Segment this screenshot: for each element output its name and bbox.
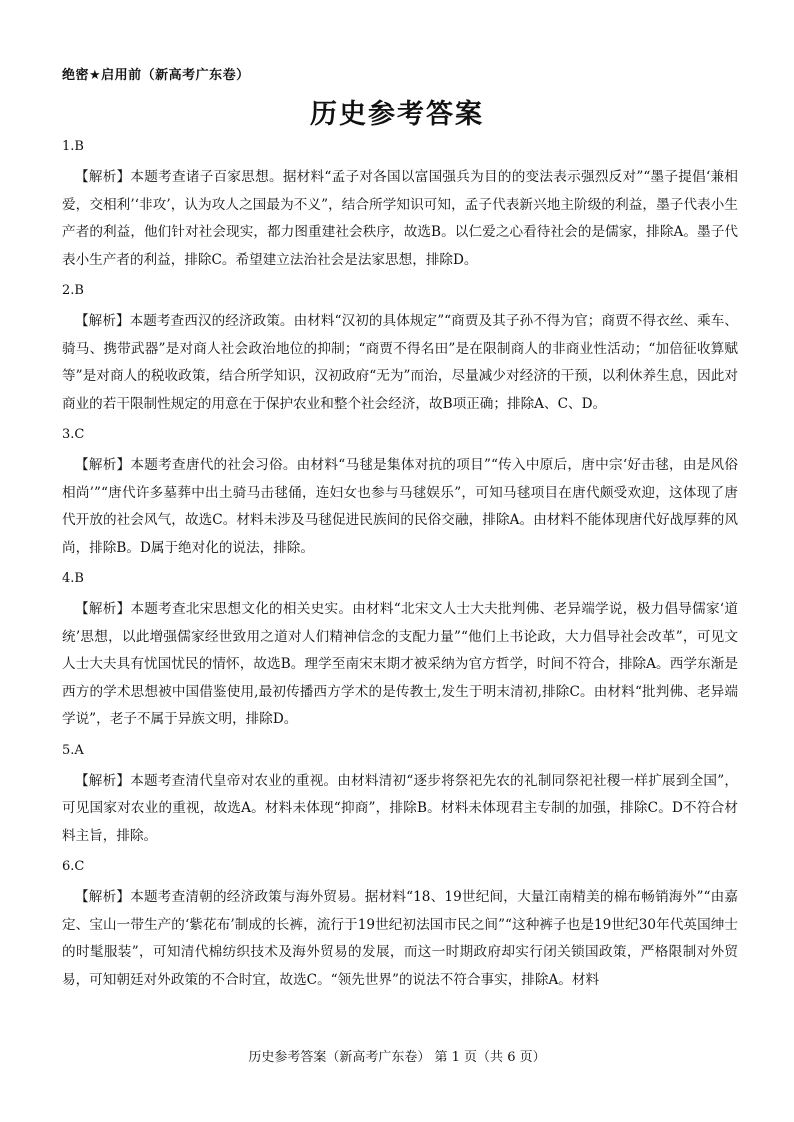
confidential-label: 绝密★启用前（新高考广东卷） [62,68,250,83]
answer-explanation: 【解析】本题考查北宋思想文化的相关史实。由材料“北宋文人士大夫批判佛、老异端学说，极力倡导儒家‘道统’思想，以此增强儒家经世致用之道对人们精神信念的支配力量”“他们上书论政，大力倡导社会改革”，可见文人士大夫具有忧国忧民的情怀，故选B。理学至南宋末期才被采纳为官方哲学，时间不符合，排除A。西学东渐是西方的学术思想被中国借鉴使用,最初传播西方学术的是传教士,发生于明末清初,排除C。由材料“批判佛、老异端学说”，老子不属于异族文明，排除D。 [62,601,738,727]
answer-number: 1.B [62,139,84,154]
answer-item-2 [62,282,738,418]
answer-number: 4.B [62,571,84,586]
answer-number: 2.B [62,283,84,298]
answer-explanation: 【解析】本题考查西汉的经济政策。由材料“汉初的具体规定”“商贾及其子孙不得为官；商贾不得衣丝、乘车、骑马、携带武器”是对商人社会政治地位的抑制；“商贾不得名田”是在限制商人的非商业性活动；“加倍征收算赋等”是对商人的税收政策，结合所学知识，汉初政府“无为”而治，尽量减少对经济的干预，以利休养生息，因此对商业的若干限制性规定的用意在于保护农业和整个社会经济，故B项正确；排除A、C、D。 [62,313,738,412]
answer-explanation: 【解析】本题考查清朝的经济政策与海外贸易。据材料“18、19世纪间，大量江南精美的棉布畅销海外”“由嘉定、宝山一带生产的‘紫花布’制成的长裤，流行于19世纪初法国市民之间”“这种裤子也是19世纪30年代英国绅士的时髦服装”，可知清代棉纺织技术及海外贸易的发展，而这一时期政府却实行闭关锁国政策，严格限制对外贸易，可知朝廷对外政策的不合时宜，故选C。“领先世界”的说法不符合事实，排除A。材料 [62,889,738,988]
answer-number: 5.A [62,742,84,758]
answer-item-1 [62,138,738,274]
answer-explanation: 【解析】本题考查唐代的社会习俗。由材料“马毬是集体对抗的项目”“传入中原后，唐中宗‘好击毬，由是风俗相尚’”“唐代许多墓葬中出土骑马击毬俑，连妇女也参与马毬娱乐”，可知马毬项目在唐代颇受欢迎，这体现了唐代开放的社会风气，故选C。材料未涉及马毬促进民族间的民俗交融，排除A。由材料不能体现唐代好战厚葬的风尚，排除B。D属于绝对化的说法，排除。 [62,457,738,556]
answer-item-4 [62,570,738,734]
answer-number: 3.C [62,427,85,442]
answer-item-6 [62,858,738,994]
page-title: 历史参考答案 [310,99,484,130]
answer-item-5 [62,742,738,851]
answer-item-3 [62,426,738,562]
answer-list [62,134,738,1002]
page-footer: 历史参考答案（新高考广东卷） 第 1 页（共 6 页） [248,1050,546,1065]
answer-explanation: 【解析】本题考查清代皇帝对农业的重视。由材料清初“逐步将祭祀先农的礼制同祭祀社稷一样扩展到全国”，可见国家对农业的重视，故选A。材料未体现“抑商”，排除B。材料未体现君主专制的加强，排除C。D不符合材料主旨，排除。 [62,772,738,844]
answer-number: 6.C [62,859,85,874]
answer-explanation: 【解析】本题考查诸子百家思想。据材料“孟子对各国以富国强兵为目的的变法表示强烈反对”“墨子提倡‘兼相爱，交相利’‘非攻’，认为攻人之国最为不义”，结合所学知识可知，孟子代表新兴地主阶级的利益，墨子代表小生产者的利益，他们针对社会现实，都力图重建社会秩序，故选B。以仁爱之心看待社会的是儒家，排除A。墨子代表小生产者的利益，排除C。希望建立法治社会是法家思想，排除D。 [62,169,738,268]
